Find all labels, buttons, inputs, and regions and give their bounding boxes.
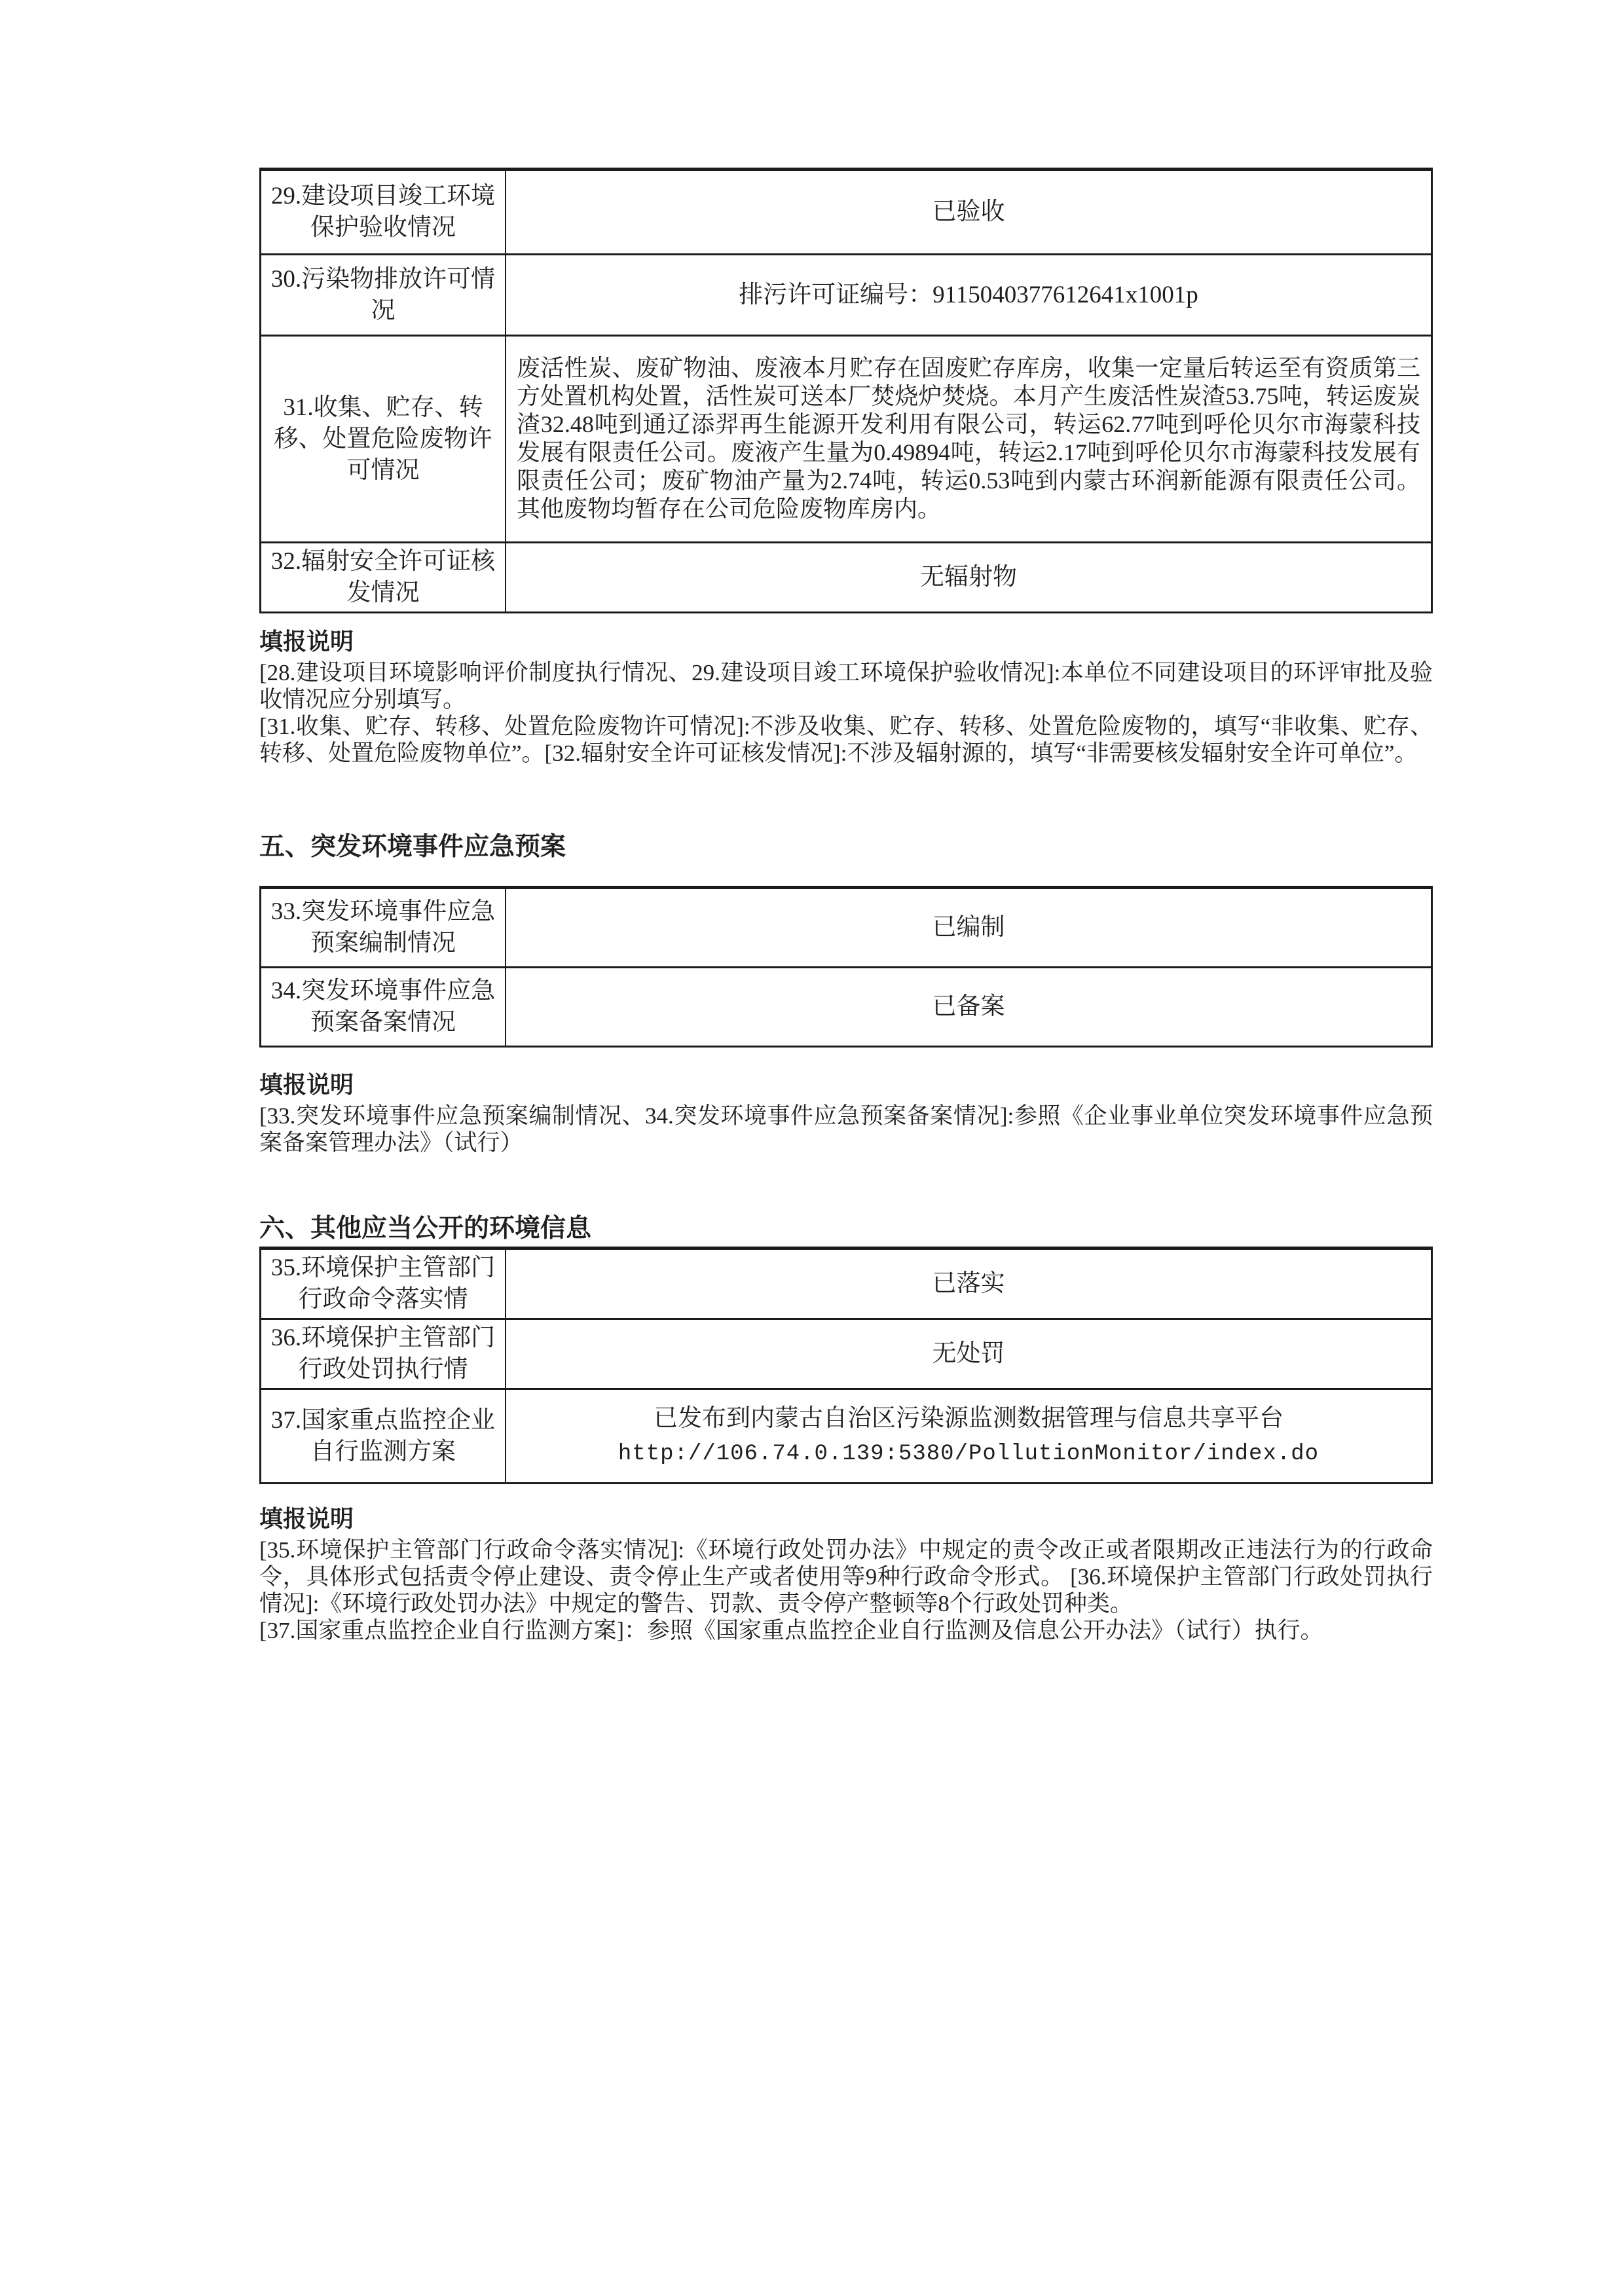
note-paragraph: [37.国家重点监控企业自行监测方案]：参照《国家重点监控企业自行监测及信息公开办法》（试行）执行。 bbox=[259, 1618, 1323, 1643]
row-label-cell: 31.收集、贮存、转移、处置危险废物许可情况 bbox=[261, 336, 506, 543]
row-label-cell: 34.突发环境事件应急预案备案情况 bbox=[261, 968, 506, 1047]
notes-block bbox=[259, 627, 1433, 767]
monitoring-platform-text: 已发布到内蒙古自治区污染源监测数据管理与信息共享平台 bbox=[654, 1404, 1283, 1432]
section4-table bbox=[259, 168, 1433, 613]
row-value-cell: 已编制 bbox=[506, 888, 1432, 968]
table-row bbox=[261, 336, 1432, 543]
table-row bbox=[261, 1248, 1432, 1319]
table-row bbox=[261, 255, 1432, 336]
table-row bbox=[261, 1319, 1432, 1389]
table-row bbox=[261, 170, 1432, 255]
row-value-cell: 已备案 bbox=[506, 968, 1432, 1047]
notes-heading: 填报说明 bbox=[259, 629, 354, 655]
row-value-cell: 无处罚 bbox=[506, 1319, 1432, 1389]
notes-block bbox=[259, 1070, 1433, 1156]
row-value-cell: 废活性炭、废矿物油、废液本月贮存在固废贮存库房，收集一定量后转运至有资质第三方处置机构处置，活性炭可送本厂焚烧炉焚烧。本月产生废活性炭渣53.75吨，转运废炭渣32.48吨到通辽添羿再生能源开发利用有限公司，转运62.77吨到呼伦贝尔市海蒙科技发展有限责任公司。废液产生量为0.49894吨，转运2.17吨到呼伦贝尔市海蒙科技发展有限责任公司；废矿物油产量为2.74吨，转运0.53吨到内蒙古环润新能源有限责任公司。其他废物均暂存在公司危险废物库房内。 bbox=[506, 336, 1432, 543]
row-label-cell: 29.建设项目竣工环境保护验收情况 bbox=[261, 170, 506, 255]
row-label-cell: 33.突发环境事件应急预案编制情况 bbox=[261, 888, 506, 968]
note-paragraph: [31.收集、贮存、转移、处置危险废物许可情况]:不涉及收集、贮存、转移、处置危险废物的，填写“非收集、贮存、转移、处置危险废物单位”。[32.辐射安全许可证核发情况]:不涉及辐射源的，填写“非需要核发辐射安全许可单位”。 bbox=[259, 714, 1433, 766]
section5-table bbox=[259, 886, 1433, 1048]
section5-heading: 五、突发环境事件应急预案 bbox=[259, 833, 566, 861]
row-label-cell: 32.辐射安全许可证核发情况 bbox=[261, 543, 506, 613]
notes-heading: 填报说明 bbox=[259, 1072, 354, 1098]
row-value-cell: 已落实 bbox=[506, 1248, 1432, 1319]
table-row bbox=[261, 1389, 1432, 1484]
table-row bbox=[261, 888, 1432, 968]
row-label-cell: 35.环境保护主管部门行政命令落实情 bbox=[261, 1248, 506, 1319]
row-label-cell: 36.环境保护主管部门行政处罚执行情 bbox=[261, 1319, 506, 1389]
note-paragraph: [33.突发环境事件应急预案编制情况、34.突发环境事件应急预案备案情况]:参照《企业事业单位突发环境事件应急预案备案管理办法》（试行） bbox=[259, 1103, 1433, 1156]
row-label-cell: 30.污染物排放许可情况 bbox=[261, 255, 506, 336]
row-label-cell: 37.国家重点监控企业自行监测方案 bbox=[261, 1389, 506, 1484]
table-row bbox=[261, 968, 1432, 1047]
note-paragraph: [28.建设项目环境影响评价制度执行情况、29.建设项目竣工环境保护验收情况]:本单位不同建设项目的环评审批及验收情况应分别填写。 bbox=[259, 660, 1433, 712]
row-value-cell: 已验收 bbox=[506, 170, 1432, 255]
monitoring-platform-url: http://106.74.0.139:5380/PollutionMonitor/index.do bbox=[618, 1441, 1320, 1467]
notes-heading: 填报说明 bbox=[259, 1506, 354, 1532]
page-content bbox=[259, 0, 1433, 1644]
section6-table bbox=[259, 1247, 1433, 1484]
row-value-cell: 排污许可证编号：9115040377612641x1001p bbox=[506, 255, 1432, 336]
note-paragraph: [35.环境保护主管部门行政命令落实情况]:《环境行政处罚办法》中规定的责令改正或者限期改正违法行为的行政命令，具体形式包括责令停止建设、责令停止生产或者使用等9种行政命令形式。 [36.环境保护主管部门行政处罚执行情况]:《环境行政处罚办法》中规定的警告、罚款、责令停产整顿等8个行政处罚种类。 bbox=[259, 1537, 1433, 1616]
table-row bbox=[261, 543, 1432, 613]
notes-block bbox=[259, 1504, 1433, 1644]
row-value-cell: 无辐射物 bbox=[506, 543, 1432, 613]
section6-heading: 六、其他应当公开的环境信息 bbox=[259, 1214, 592, 1243]
row-value-cell bbox=[506, 1389, 1432, 1484]
